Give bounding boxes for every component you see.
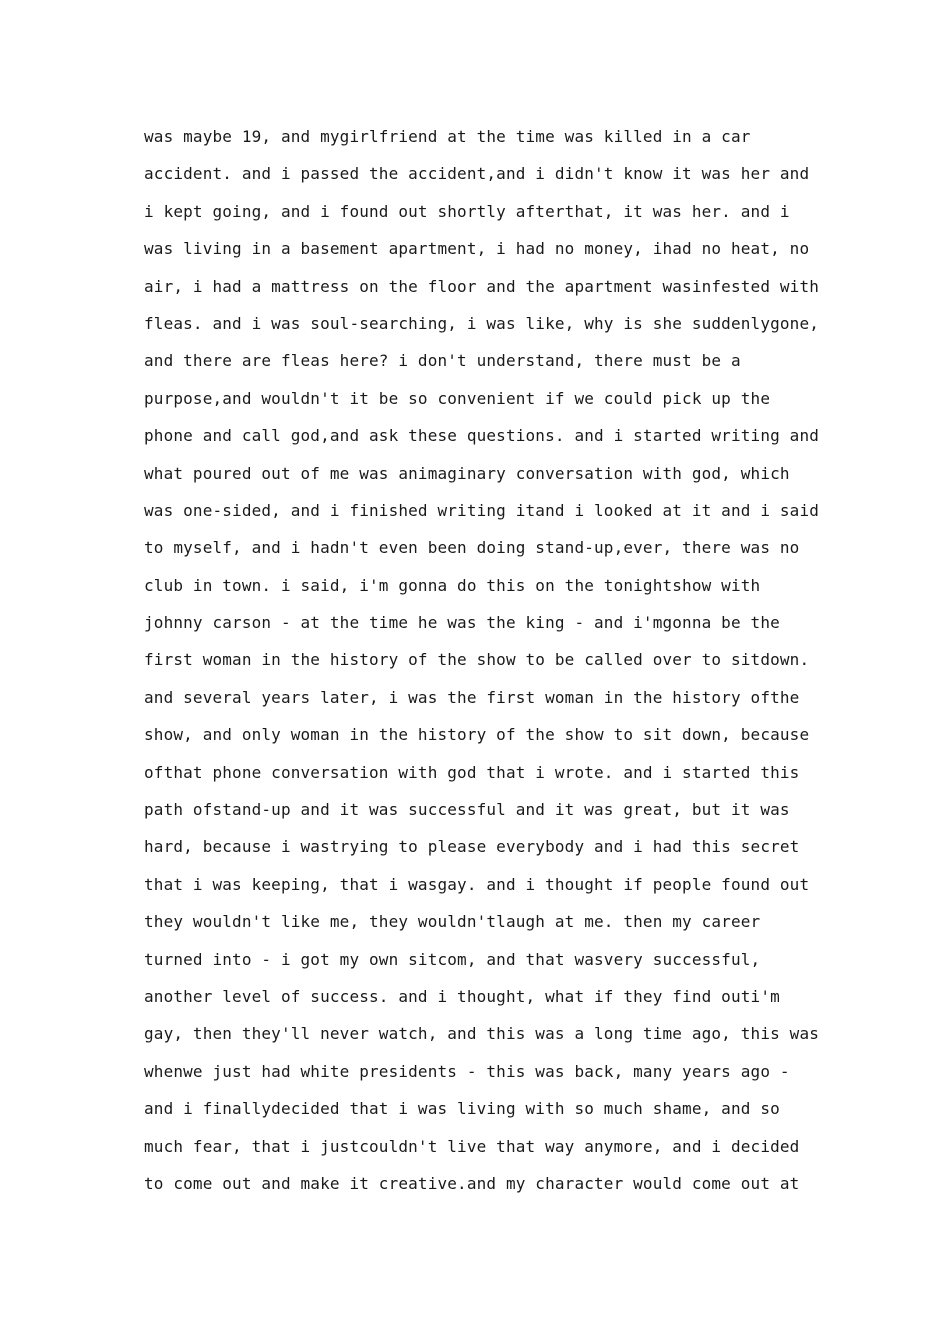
text-line: another level of success. and i thought, what if they find outi'm (144, 986, 780, 1006)
text-line: whenwe just had white presidents - this was back, many years ago - (144, 1061, 790, 1081)
text-line: what poured out of me was animaginary conversation with god, which (144, 463, 790, 483)
text-line: gay, then they'll never watch, and this was a long time ago, this was (144, 1024, 820, 1044)
text-line: was living in a basement apartment, i had no money, ihad no heat, no (144, 239, 810, 259)
text-line: was maybe 19, and mygirlfriend at the time was killed in a car (144, 127, 751, 146)
text-line: that i was keeping, that i wasgay. and i thought if people found out (144, 874, 810, 894)
text-line: path ofstand-up and it was successful and it was great, but it was (144, 800, 790, 820)
text-line: first woman in the history of the show to be called over to sitdown. (144, 650, 810, 670)
text-line: and there are fleas here? i don't understand, there must be a (144, 351, 741, 371)
text-line: and several years later, i was the first woman in the history ofthe (144, 687, 800, 707)
text-line: to come out and make it creative.and my character would come out at (144, 1173, 800, 1193)
text-line: was one-sided, and i finished writing itand i looked at it and i said (144, 500, 820, 520)
text-line: club in town. i said, i'm gonna do this on the tonightshow with (144, 575, 761, 595)
text-line: ofthat phone conversation with god that i wrote. and i started this (144, 762, 800, 782)
text-line: purpose,and wouldn't it be so convenient if we could pick up the (144, 388, 771, 408)
text-line: phone and call god,and ask these questions. and i started writing and (144, 426, 820, 446)
text-line: show, and only woman in the history of the show to sit down, because (144, 725, 810, 745)
text-line: to myself, and i hadn't even been doing stand-up,ever, there was no (144, 538, 800, 558)
body-text (144, 122, 824, 1206)
text-line: and i finallydecided that i was living with so much shame, and so (144, 1099, 780, 1119)
text-line: turned into - i got my own sitcom, and that wasvery successful, (144, 949, 761, 969)
text-line: hard, because i wastrying to please everybody and i had this secret (144, 837, 800, 857)
text-line: fleas. and i was soul-searching, i was like, why is she suddenlygone, (144, 313, 820, 333)
text-line: accident. and i passed the accident,and i didn't know it was her and (144, 164, 810, 184)
text-line: much fear, that i justcouldn't live that way anymore, and i decided (144, 1136, 800, 1156)
text-line: they wouldn't like me, they wouldn'tlaugh at me. then my career (144, 912, 761, 932)
text-line: air, i had a mattress on the floor and the apartment wasinfested with (144, 276, 820, 296)
text-line: johnny carson - at the time he was the king - and i'mgonna be the (144, 613, 780, 633)
text-line: i kept going, and i found out shortly afterthat, it was her. and i (144, 201, 790, 221)
